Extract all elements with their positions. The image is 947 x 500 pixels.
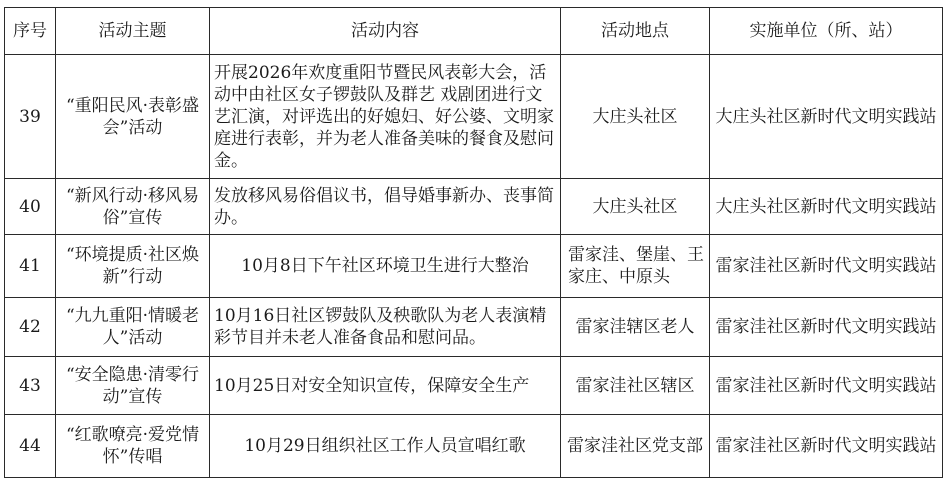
header-theme: 活动主题	[56, 8, 210, 55]
theme-cell: “重阳民风·表彰盛会”活动	[56, 55, 210, 179]
content-cell: 发放移风易俗倡议书，倡导婚事新办、丧事简办。	[210, 179, 561, 235]
unit-cell: 雷家洼社区新时代文明实践站	[710, 235, 943, 298]
header-row	[5, 8, 943, 55]
table-row	[5, 298, 943, 357]
header-unit: 实施单位（所、站）	[710, 8, 943, 55]
table-row	[5, 179, 943, 235]
content-cell: 10月25日对安全知识宣传，保障安全生产	[210, 357, 561, 415]
seq-cell: 41	[5, 235, 56, 298]
content-cell: 10月29日组织社区工作人员宣唱红歌	[210, 415, 561, 478]
content-cell: 10月8日下午社区环境卫生进行大整治	[210, 235, 561, 298]
unit-cell: 雷家洼社区新时代文明实践站	[710, 298, 943, 357]
unit-cell: 大庄头社区新时代文明实践站	[710, 179, 943, 235]
theme-cell: “安全隐患·清零行动”宣传	[56, 357, 210, 415]
header-place: 活动地点	[561, 8, 710, 55]
place-cell: 大庄头社区	[561, 179, 710, 235]
seq-cell: 39	[5, 55, 56, 179]
table-row	[5, 415, 943, 478]
place-cell: 雷家洼社区党支部	[561, 415, 710, 478]
header-seq: 序号	[5, 8, 56, 55]
seq-cell: 40	[5, 179, 56, 235]
unit-cell: 大庄头社区新时代文明实践站	[710, 55, 943, 179]
seq-cell: 43	[5, 357, 56, 415]
seq-cell: 44	[5, 415, 56, 478]
content-cell: 开展2026年欢度重阳节暨民风表彰大会，活动中由社区女子锣鼓队及群艺 戏剧团进行文艺汇演，对评选出的好媳妇、好公婆、文明家庭进行表彰，并为老人准备美味的餐食及慰问金。	[210, 55, 561, 179]
place-cell: 大庄头社区	[561, 55, 710, 179]
theme-cell: “九九重阳·情暖老人”活动	[56, 298, 210, 357]
content-cell: 10月16日社区锣鼓队及秧歌队为老人表演精彩节目并未老人准备食品和慰问品。	[210, 298, 561, 357]
seq-cell: 42	[5, 298, 56, 357]
activity-table	[4, 7, 943, 478]
place-cell: 雷家洼社区辖区	[561, 357, 710, 415]
table-row	[5, 55, 943, 179]
unit-cell: 雷家洼社区新时代文明实践站	[710, 415, 943, 478]
unit-cell: 雷家洼社区新时代文明实践站	[710, 357, 943, 415]
theme-cell: “新风行动·移风易俗”宣传	[56, 179, 210, 235]
theme-cell: “红歌嘹亮·爱党情怀”传唱	[56, 415, 210, 478]
table-row	[5, 235, 943, 298]
place-cell: 雷家洼辖区老人	[561, 298, 710, 357]
header-content: 活动内容	[210, 8, 561, 55]
theme-cell: “环境提质·社区焕新”行动	[56, 235, 210, 298]
place-cell: 雷家洼、堡崖、王家庄、中原头	[561, 235, 710, 298]
table-row	[5, 357, 943, 415]
